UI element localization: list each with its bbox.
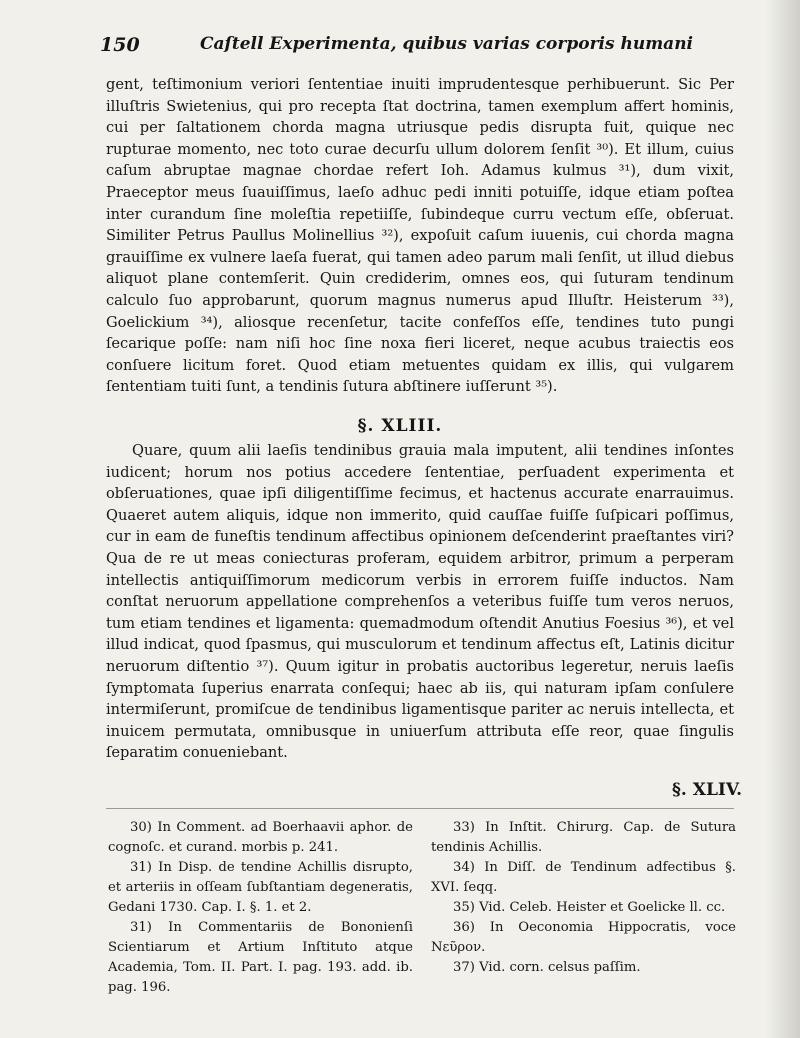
running-header [100, 30, 736, 64]
footnote-35: 35) Vid. Celeb. Heister et Goelicke ll. cc. [453, 900, 726, 915]
footnote-36: 36) In Oeconomia Hippocratis, voce Νεῦρον. [431, 920, 736, 955]
section-heading-44: §. XLIV. [672, 780, 742, 800]
footnote-33: 33) In Inſtit. Chirurg. Cap. de Sutura tendinis Achillis. [431, 820, 736, 855]
footnotes-right-column [431, 818, 736, 978]
page-gutter-shadow [766, 0, 800, 1038]
running-title: Caſtell Experimenta, quibus varias corporis humani [200, 34, 694, 54]
footnote-32: 31) In Commentariis de Bononienſi Scientiarum et Artium Inſtituto atque Academia, Tom. II. Part. I. pag. 193. add. ib. pag. 196. [108, 920, 413, 995]
footnote-rule [106, 808, 734, 809]
footnote-34: 34) In Diſſ. de Tendinum adfectibus §. XVI. ſeqq. [431, 860, 736, 895]
footnote-30: 30) In Comment. ad Boerhaavii aphor. de cognoſc. et curand. morbis p. 241. [108, 820, 413, 855]
footnote-31: 31) In Disp. de tendine Achillis disrupto, et arteriis in oſſeam ſubſtantiam degeneratis, Gedani 1730. Cap. I. §. 1. et 2. [108, 860, 413, 915]
paragraph-1: gent, teſtimonium veriori ſententiae inuiti imprudentesque perhibuerunt. Sic Per illuſtris Swietenius, qui pro recepta ſtat doctrina, tamen exemplum affert hominis, cui per ſaltationem chorda magna utriusque pedis disrupta fuit, quique nec rupturae momento, nec toto curae decurſu ullum dolorem ſenſit ³⁰). Et illum, cuius caſum abruptae magnae chordae refert Ioh. Adamus kulmus ³¹), dum vixit, Praeceptor meus ſuauiſſimus, laeſo adhuc pedi inniti potuiſſe, idque etiam poſtea inter curandum ſine moleſtia repetiiſſe, ſubindeque curru vectum eſſe, obſeruat. Similiter Petrus Paullus Molinellius ³²), expoſuit caſum iuuenis, cui chorda magna grauiſſime ex vulnere laeſa fuerat, qui tamen adeo parum mali ſenſit, ut illud diebus aliquot plane contemſerit. Quin crediderim, omnes eos, qui ſuturam tendinum calculo ſuo approbarunt, quorum magnus numerus apud Illuſtr. Heisterum ³³), Goelickium ³⁴), aliosque recenſetur, tacite confeſſos eſſe, tendines tuto pungi ſecarique poſſe: nam niſi hoc ſine noxa fieri liceret, neque acubus traiectis eos conſuere licitum foret. Quod etiam metuentes quidam ex illis, qui vulgarem ſententiam tuiti ſunt, a tendinis ſutura abſtinere iuſſerunt ³⁵). [106, 76, 734, 396]
footnotes-left-column [108, 818, 413, 998]
section-heading-43: §. XLIII. [357, 416, 443, 436]
paragraph-2: Quare, quum alii laeſis tendinibus grauia mala imputent, alii tendines inſontes iudicent; horum nos potius accedere ſententiae, perſuadent experimenta et obſeruationes, quae ipſi diligentiſſime fecimus, et hactenus accurate enarrauimus. Quaeret autem aliquis, idque non immerito, quid cauſſae fuiſſe ſuſpicari poſſimus, cur in eam de funeſtis tendinum affectibus opinionem deſcenderint praeſtantes viri? Qua de re ut meas coniecturas proferam, equidem arbitror, primum a perperam intellectis antiquiſſimorum medicorum verbis in errorem fuiſſe inductos. Nam conſtat neruorum appellatione comprehenſos a veteribus fuiſſe tum veros neruos, tum etiam tendines et ligamenta: quemadmodum oſtendit Anutius Foesius ³⁶), et vel illud indicat, quod ſpasmus, qui musculorum et tendinum affectus eſt, Latinis dicitur neruorum diſtentio ³⁷). Quum igitur in probatis auctoribus legeretur, neruis laeſis ſymptomata ſuperius enarrata conſequi; haec ab iis, qui naturam ipſam conſulere intermiſerunt, promiſcue de tendinibus ligamentisque pariter ac neruis intellecta, et inuicem permutata, omnibusque in uniuerſum attributa eſſe reor, quae ſingulis ſeparatim conueniebant. [106, 442, 734, 762]
page-number: 150 [100, 34, 140, 56]
footnote-37: 37) Vid. corn. celsus paſſim. [453, 960, 641, 975]
